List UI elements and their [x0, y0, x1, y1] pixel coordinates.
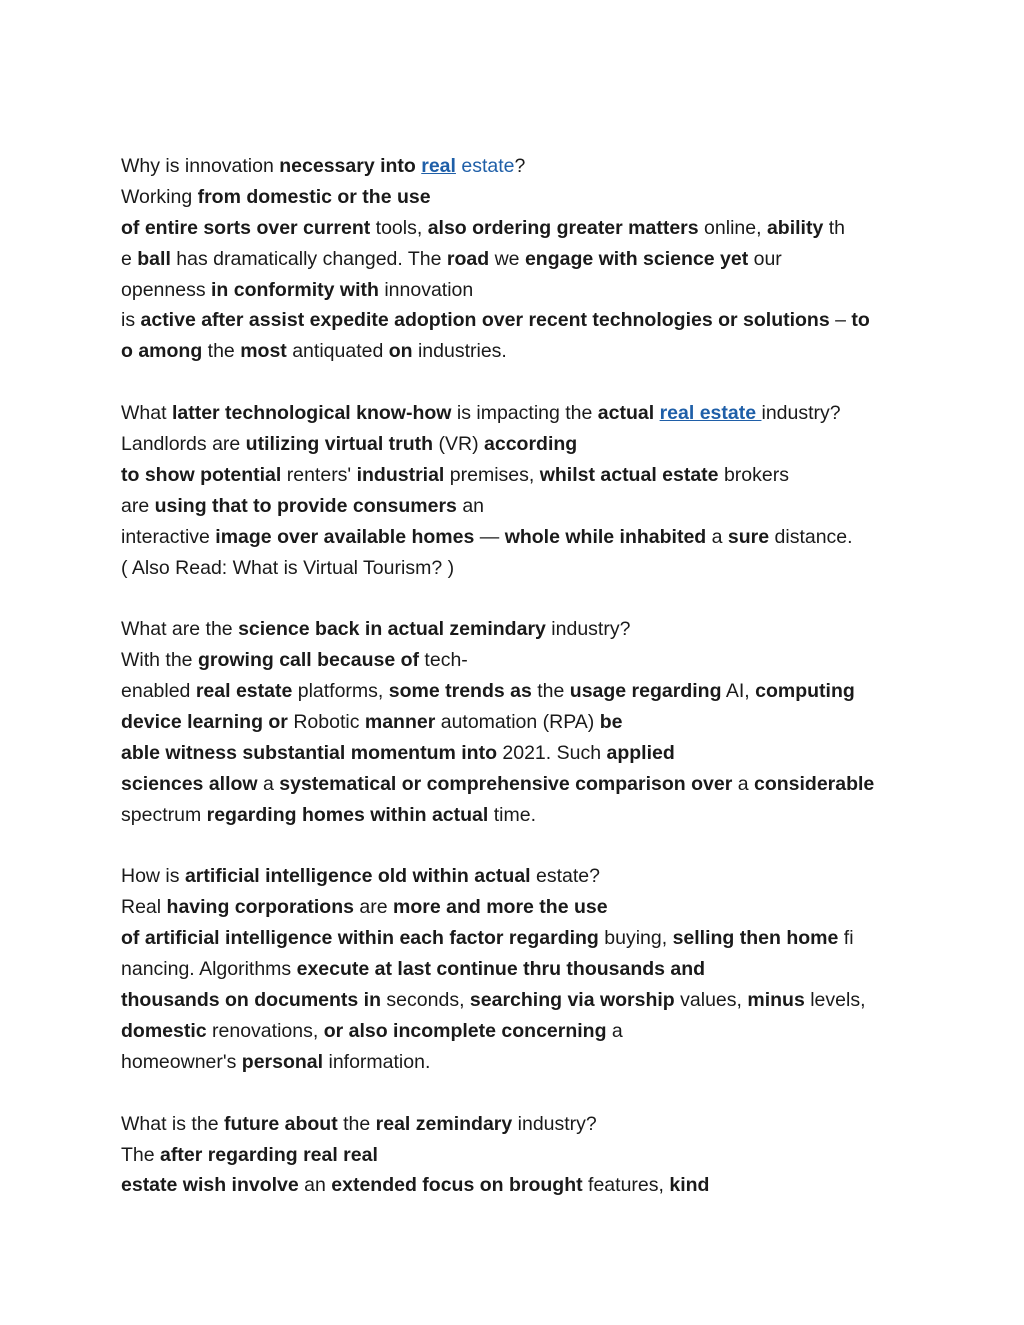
bold-text-run: able witness substantial momentum into	[121, 741, 497, 764]
text-run: time.	[488, 803, 537, 826]
text-run: spectrum	[121, 803, 207, 826]
text-line	[121, 182, 911, 213]
text-run: the	[531, 680, 570, 703]
bold-text-run: thousands on documents in	[121, 989, 382, 1012]
bold-text-run: ability	[766, 216, 824, 239]
text-line	[121, 738, 911, 769]
bold-text-run: more and more the use	[393, 896, 608, 919]
bold-text-run: industrial	[356, 463, 445, 486]
paragraph-gap	[121, 831, 911, 862]
paragraph	[121, 614, 911, 830]
text-line	[121, 398, 911, 429]
bold-text-run: active after assist expedite adoption over recent technologies or solutions	[140, 309, 830, 332]
bold-text-run: sure	[727, 525, 770, 548]
text-run: With the	[121, 649, 198, 672]
text-run: a	[732, 772, 754, 795]
text-run: What are the	[121, 618, 239, 641]
text-line	[121, 491, 911, 522]
text-line	[121, 954, 911, 985]
text-line	[121, 429, 911, 460]
text-line	[121, 707, 911, 738]
bold-text-run: kind	[669, 1174, 710, 1197]
bold-text-run: artificial intelligence old within actual	[184, 865, 531, 888]
bold-text-run: after regarding real real	[160, 1143, 378, 1166]
text-line	[121, 923, 911, 954]
text-line	[121, 460, 911, 491]
text-run: the	[202, 340, 241, 363]
text-run: enabled	[121, 680, 196, 703]
bold-text-run: having corporations	[166, 896, 354, 919]
bold-text-run: o among	[121, 340, 203, 363]
bold-text-run: personal	[241, 1050, 324, 1073]
bold-text-run: using that to provide consumers	[154, 494, 457, 517]
text-run: we	[489, 247, 525, 270]
text-run: interactive	[121, 525, 216, 548]
text-run: ( Also Read: What is Virtual Tourism? )	[121, 556, 455, 579]
text-run: is impacting the	[451, 402, 598, 425]
text-run: has dramatically changed. The	[170, 247, 447, 270]
bold-text-run: of entire sorts over current	[121, 216, 371, 239]
bold-text-run: science back in actual zemindary	[238, 618, 546, 641]
bold-text-run: actual	[597, 402, 655, 425]
bold-text-run: most	[240, 340, 287, 363]
text-line	[121, 861, 911, 892]
bold-text-run: domestic	[121, 1019, 207, 1042]
text-run: antiquated	[286, 340, 389, 363]
text-run: industry?	[761, 402, 841, 425]
text-run: renovations,	[206, 1019, 324, 1042]
text-run: —	[474, 525, 505, 548]
paragraph-gap	[121, 1078, 911, 1109]
text-run: Real	[121, 896, 167, 919]
text-line	[121, 336, 911, 367]
text-run: Robotic	[287, 711, 365, 734]
text-run: What is the	[121, 1112, 224, 1135]
text-line	[121, 645, 911, 676]
bold-text-run: execute at last continue thru thousands and	[296, 958, 706, 981]
bold-text-run: also ordering greater matters	[427, 216, 699, 239]
text-run: an	[456, 494, 485, 517]
bold-text-run: sciences allow	[121, 772, 258, 795]
hyperlink[interactable]: real	[421, 155, 456, 177]
bold-text-run: growing call because of	[197, 649, 420, 672]
hyperlink[interactable]: real estate	[659, 402, 762, 425]
text-line	[121, 553, 911, 584]
text-run: are	[121, 494, 155, 517]
text-run: information.	[323, 1050, 431, 1073]
bold-text-run: device learning or	[121, 711, 288, 734]
bold-text-run: searching via worship	[469, 989, 675, 1012]
bold-text-run: utilizing virtual truth	[245, 433, 434, 456]
bold-text-run: according	[484, 433, 578, 456]
text-line	[121, 985, 911, 1016]
text-line	[121, 1140, 911, 1171]
bold-text-run: ball	[137, 247, 171, 270]
text-run: premises,	[444, 463, 540, 486]
text-run: features,	[582, 1174, 670, 1197]
bold-text-run: manner	[364, 711, 436, 734]
text-run: our	[748, 247, 782, 270]
bold-text-run: whole while inhabited	[504, 525, 707, 548]
bold-text-run: estate wish involve	[121, 1174, 299, 1197]
text-run: buying,	[598, 927, 673, 950]
bold-text-run: latter technological know-how	[171, 402, 452, 425]
text-run: seconds,	[381, 989, 470, 1012]
text-run: Why is innovation	[121, 155, 280, 177]
bold-text-run: necessary into	[279, 155, 416, 177]
bold-text-run: systematical or comprehensive comparison over	[279, 772, 733, 795]
text-line	[121, 213, 911, 244]
text-run: The	[121, 1143, 161, 1166]
bold-text-run: regarding homes within actual	[206, 803, 489, 826]
bold-text-run: on	[388, 340, 413, 363]
text-run: brokers	[718, 463, 789, 486]
text-run: levels,	[804, 989, 866, 1012]
bold-text-run: from domestic or the use	[197, 185, 431, 208]
text-run: th	[823, 216, 845, 239]
text-run: are	[353, 896, 394, 919]
text-run: Landlords are	[121, 433, 246, 456]
text-run: the	[337, 1112, 376, 1135]
bold-text-run: usage regarding	[569, 680, 722, 703]
bold-text-run: of artificial intelligence within each factor regarding	[121, 927, 599, 950]
text-run: automation (RPA)	[435, 711, 600, 734]
text-run: a	[606, 1019, 623, 1042]
bold-text-run: or also incomplete concerning	[323, 1019, 607, 1042]
text-run: innovation	[378, 278, 474, 301]
paragraph	[121, 861, 911, 1077]
text-line	[121, 275, 911, 306]
bold-text-run: real estate	[195, 680, 293, 703]
hyperlink[interactable]: estate	[455, 155, 515, 177]
text-line	[121, 892, 911, 923]
text-line	[121, 1016, 911, 1047]
text-run: industries.	[412, 340, 507, 363]
bold-text-run: road	[446, 247, 490, 270]
text-run: Working	[121, 185, 198, 208]
bold-text-run: to show potential	[121, 463, 282, 486]
text-run: 2021. Such	[496, 741, 607, 764]
text-run: tools,	[370, 216, 428, 239]
text-run: an	[298, 1174, 332, 1197]
text-line	[121, 522, 911, 553]
text-line	[121, 244, 911, 275]
text-run: values,	[674, 989, 748, 1012]
text-line	[121, 151, 911, 182]
text-run: AI,	[721, 680, 756, 703]
paragraph	[121, 398, 911, 583]
document-body	[121, 151, 911, 1201]
bold-text-run: in conformity with	[211, 278, 379, 301]
paragraph	[121, 151, 911, 367]
bold-text-run: future about	[223, 1112, 338, 1135]
bold-text-run: image over available homes	[215, 525, 475, 548]
text-run: (VR)	[433, 433, 484, 456]
text-run: renters'	[281, 463, 357, 486]
text-run: a	[257, 772, 280, 795]
text-run: online,	[698, 216, 767, 239]
text-run: industry?	[512, 1112, 597, 1135]
text-line	[121, 1047, 911, 1078]
text-run: distance.	[769, 525, 853, 548]
text-run: estate?	[530, 865, 600, 888]
bold-text-run: extended focus on brought	[331, 1174, 583, 1197]
text-line	[121, 800, 911, 831]
bold-text-run: minus	[747, 989, 805, 1012]
bold-text-run: selling then home	[672, 927, 839, 950]
bold-text-run: real zemindary	[375, 1112, 513, 1135]
text-run: nancing. Algorithms	[121, 958, 297, 981]
bold-text-run: be	[599, 711, 623, 734]
paragraph-gap	[121, 367, 911, 398]
bold-text-run: some trends as	[388, 680, 532, 703]
text-run: e	[121, 247, 138, 270]
paragraph	[121, 1109, 911, 1202]
text-run: tech-	[419, 649, 468, 672]
text-line	[121, 769, 911, 800]
text-run: –	[829, 309, 852, 332]
text-line	[121, 676, 911, 707]
text-run: openness	[121, 278, 211, 301]
bold-text-run: considerable	[753, 772, 875, 795]
bold-text-run: whilst actual estate	[539, 463, 719, 486]
text-run: What	[121, 402, 172, 425]
paragraph-gap	[121, 583, 911, 614]
text-run: ?	[514, 155, 526, 177]
text-line	[121, 1170, 911, 1201]
text-run: How is	[121, 865, 185, 888]
text-run: homeowner's	[121, 1050, 242, 1073]
text-run: fi	[838, 927, 854, 950]
text-line	[121, 305, 911, 336]
text-line	[121, 614, 911, 645]
bold-text-run: engage with science yet	[524, 247, 749, 270]
text-run: industry?	[545, 618, 631, 641]
text-run: a	[706, 525, 728, 548]
bold-text-run: applied	[606, 741, 675, 764]
bold-text-run: to	[851, 309, 870, 332]
bold-text-run: computing	[755, 680, 855, 703]
text-run: platforms,	[292, 680, 389, 703]
text-line	[121, 1109, 911, 1140]
text-run: is	[121, 309, 141, 332]
